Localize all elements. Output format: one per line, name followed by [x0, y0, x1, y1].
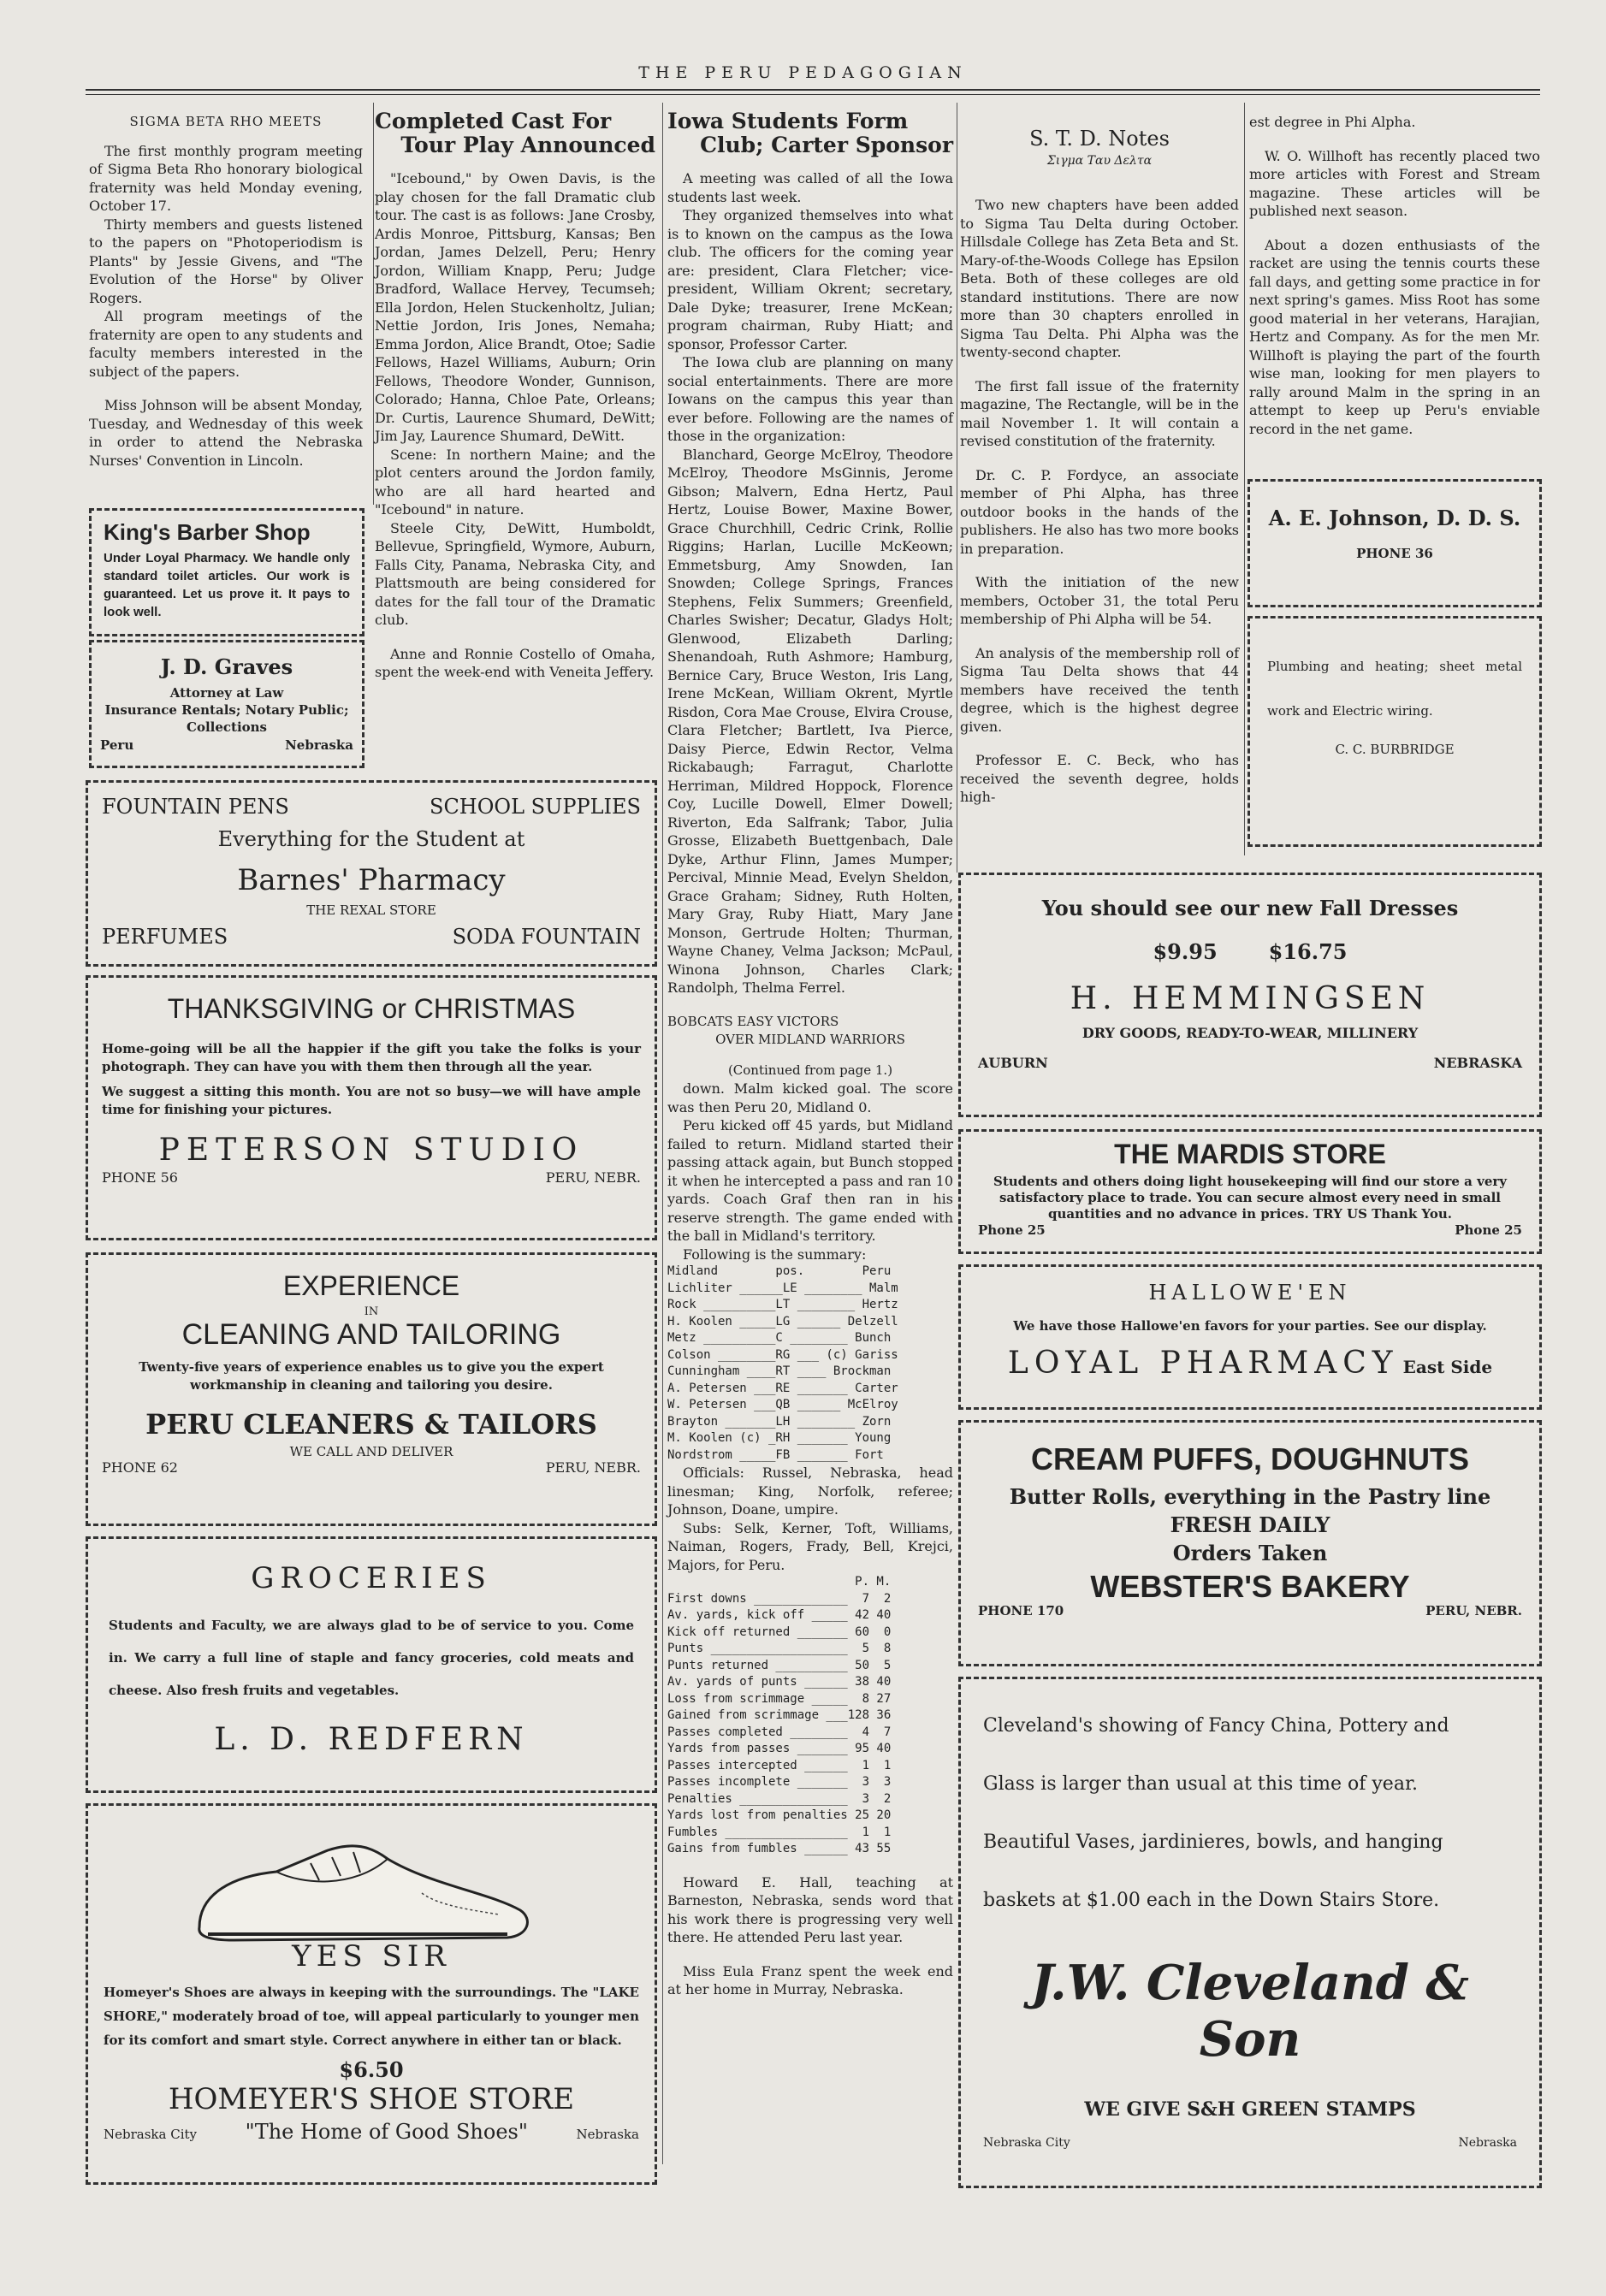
paragraph: down. Malm kicked goal. The score was then Peru 20, Midland 0. — [667, 1080, 953, 1115]
ad-peru-cleaners — [86, 1252, 657, 1526]
ad-loyal-pharmacy — [958, 1264, 1542, 1410]
ad-text: Students and Faculty, we are always glad to be of service to you. Come in. We carry a full line of staple and fancy groceries, cold meats and cheese. Also fresh fruits and vegetables. — [109, 1618, 634, 1698]
paragraph: W. O. Willhoft has recently placed two more articles with Forest and Stream magazine. These articles will be published next season. — [1249, 147, 1540, 219]
article-heading: Completed Cast For — [375, 109, 612, 133]
stats-row: Punts ___________________ 5 8 — [667, 1642, 892, 1655]
col-divider-1 — [373, 103, 374, 505]
ad-price: $16.75 — [1268, 939, 1348, 964]
ad-title-connector: IN — [364, 1305, 379, 1318]
ad-phone: PHONE 62 — [102, 1459, 178, 1476]
col-divider-4 — [1244, 103, 1245, 855]
ad-location: NEBRASKA — [1433, 1055, 1522, 1071]
ad-text-line: baskets at $1.00 each in the Down Stairs Store. — [983, 1890, 1440, 1911]
ad-text: Home-going will be all the happier if the gift you take the folks is your photograph. They can have you with them then through all the year. — [102, 1041, 641, 1074]
paragraph: Thirty members and guests listened to the papers on "Photoperiodism is Plants" by Jessie Givens, and "The Evolution of the Horse" by Oliver Rogers. — [89, 216, 363, 306]
lineup-row: Lichliter ______LE ________ Malm — [667, 1281, 898, 1295]
paragraph: Blanchard, George McElroy, Theodore McElroy, Theodore MsGinnis, Jerome Gibson; Malvern, Edna Hertz, Paul Hertz, Louise Bower, Maxine Bower, Grace Churchhill, Cedric Crink, Rollie Riggins; Harlan, Lucille McKeown; Emmetsburg, Amy Snowden, Ian Snowden; College Springs, Frances Stephens, Felix Summers; Greenfield, Charles Swisher; Decatur, Gladys Holt; Glenwood, Elizabeth Darling; Shenandoah, Ruth Ashmore; Hamburg, Bernice Cary, Bruce Weston, Iris Lang, Irene McKean, William Okrent, Myrtle Risdon, Cora Mae Crouse, Elvira Crouse, Clara Fletcher; Bartlett, Iva Pierce, Daisy Pierce, Edwin Rector, Velma Rickabaugh; Farragut, Charlotte Herriman, Mildred Hoppock, Florence Coy, Lucille Dowell, Elmer Dowell; Riverton, Eda Salfrank; Tabor, Julia Grosse, Elizabeth Buettgenbach, Dale Dyke, Arthur Flinn, James Mumper; Percival, Minnie Mead, Evelyn Sheldon, Grace Graham; Sidney, Ruth Holten, Mary Gray, Ruby Hiatt, Mary Jane Monson, Gertrude Holten; Thurman, Wayne Chaney, Velma Jackson; McPaul, Winona Johnson, Charles Clark; Randolph, Thelma Ferrel. — [667, 446, 953, 996]
ad-name: PERU CLEANERS & TAILORS — [145, 1408, 597, 1441]
stats-row: Kick off returned _______ 60 0 — [667, 1624, 892, 1639]
ad-jd-graves — [89, 640, 364, 768]
ad-title: J. D. Graves — [160, 654, 293, 679]
ad-title: Barnes' Pharmacy — [237, 863, 506, 897]
stats-row: Yards from passes _______ 95 40 — [667, 1742, 892, 1755]
ad-text: Twenty-five years of experience enables us to give you the expert workmanship in cleaning and tailoring you desire. — [139, 1359, 604, 1393]
cleveland-logo: J.W. Cleveland & Son — [1031, 1955, 1469, 2068]
ad-text-line: Glass is larger than usual at this time of year. — [983, 1773, 1419, 1795]
paragraph: Miss Eula Franz spent the week end at her home in Murray, Nebraska. — [667, 1962, 953, 1997]
ad-title: HALLOWE'EN — [1148, 1281, 1352, 1305]
top-rule — [86, 89, 1540, 91]
ad-line: FRESH DAILY — [1170, 1512, 1330, 1537]
ad-line: WE GIVE S&H GREEN STAMPS — [1084, 2098, 1416, 2121]
ad-location: Peru — [100, 737, 134, 753]
ad-phone: Phone 25 — [1455, 1222, 1522, 1238]
ad-corner-text: SODA FOUNTAIN — [452, 925, 641, 949]
paragraph: The first monthly program meeting of Sigma Beta Rho honorary biological fraternity was held Monday evening, October 17. — [89, 142, 363, 214]
paragraph: About a dozen enthusiasts of the racket are using the tennis courts these fall days, and getting some practice in for next spring's games. Miss Root has some good material in her veterans, Harajian, Hertz and Company. As for the men Mr. Willhoft is playing the part of the fourth wise man, looking for men players to rally around Malm in the spring in an attempt to keep up Peru's enviable record in the net game. — [1249, 236, 1540, 437]
ad-cc-burbridge — [1247, 616, 1542, 847]
lineup-row: Midland pos. Peru — [667, 1264, 892, 1278]
paragraph: Scene: In northern Maine; and the plot centers around the Jordon family, who are all hard hearted and "Icebound" in nature. — [375, 446, 655, 518]
ad-line: Attorney at Law — [169, 685, 284, 701]
paragraph: A meeting was called of all the Iowa students last week. — [667, 170, 953, 205]
stats-row: Gains from fumbles ______ 43 55 — [667, 1842, 892, 1855]
ad-text: Plumbing and heating; sheet metal work and Electric wiring. — [1267, 659, 1522, 719]
ad-location: Nebraska — [285, 737, 353, 753]
paragraph: An analysis of the membership roll of Sigma Tau Delta shows that 44 members have received the tenth degree, which is the highest degree given. — [960, 644, 1239, 735]
ad-name: HOMEYER'S SHOE STORE — [168, 2082, 575, 2116]
ad-title: King's Barber Shop — [104, 519, 311, 545]
paragraph: They organized themselves into what is to known on the campus as the Iowa club. The officers for the coming year are: president, Clara Fletcher; vice-president, William Okrent; secretary, Dale Dyke; treasurer, Irene McKean; program chairman, Ruby Hiatt; and sponsor, Professor Carter. — [667, 207, 953, 352]
ad-name: H. HEMMINGSEN — [1070, 981, 1431, 1016]
lineup-row: Rock __________LT ________ Hertz — [667, 1298, 898, 1311]
top-rule-thin — [86, 94, 1540, 95]
stats-row: Passes incomplete _______ 3 3 — [667, 1775, 892, 1789]
ad-slogan: "The Home of Good Shoes" — [245, 2120, 528, 2144]
stats-row: Av. yards of punts ______ 38 40 — [667, 1675, 892, 1689]
paragraph: "Icebound," by Owen Davis, is the play chosen for the fall Dramatic club tour. The cast is as follows: Jane Crosby, Ardis Monroe, Pittsburg, Kansas; Ben Jordan, James Delzell, Peru; Henry Jordon, William Knapp, Peru; Judge Bradford, Wallace Hervey, Tecumseh; Ella Jordon, Helen Stuckenholtz, Julian; Nettie Jordon, Iris Jones, Nemaha; Emma Jordon, Alice Brandt, Otoe; Sadie Fellows, Hazel Williams, Auburn; Orin Fellows, Theodore Wonder, Gunnison, Colorado; Hanna, Chloe Pate, Orleans; Dr. Curtis, Laurence Shumard, DeWitt; Jim Jay, Laurence Shumard, DeWitt. — [375, 170, 655, 444]
ad-ld-redfern — [86, 1536, 657, 1793]
article-heading: Tour Play Announced — [400, 133, 655, 157]
ad-line: Butter Rolls, everything in the Pastry line — [1009, 1484, 1491, 1509]
ad-location: Nebraska — [576, 2127, 639, 2142]
lineup-table — [667, 1263, 953, 1464]
stats-row: Yards lost from penalties 25 20 — [667, 1808, 892, 1822]
stats-row: Punts returned __________ 50 5 — [667, 1658, 892, 1672]
ad-phone: PHONE 56 — [102, 1169, 178, 1186]
lineup-row: M. Koolen (c) _RH _______ Young — [667, 1431, 892, 1445]
ad-websters-bakery — [958, 1420, 1542, 1666]
ad-title: EXPERIENCE — [282, 1270, 460, 1301]
paragraph: Subs: Selk, Kerner, Toft, Williams, Naiman, Rogers, Frady, Bell, Krejci, Majors, for Peru. — [667, 1519, 953, 1573]
ad-location: Nebraska — [1458, 2136, 1517, 2150]
article-subheading: Σιγμα Ταυ Δελτα — [1046, 153, 1153, 168]
ad-phone: PHONE 170 — [978, 1603, 1064, 1618]
paragraph: Miss Johnson will be absent Monday, Tuesday, and Wednesday of this week in order to attend the Nebraska Nurses' Convention in Lincoln. — [89, 397, 363, 469]
col-divider-2 — [662, 103, 663, 2164]
ad-location: AUBURN — [978, 1055, 1048, 1071]
paragraph: Dr. C. P. Fordyce, an associate member of Phi Alpha, has three outdoor books in the hands of the publishers. He also has two more books in preparation. — [960, 466, 1239, 557]
ad-sub: THE REXAL STORE — [306, 902, 436, 918]
ad-ae-johnson — [1247, 479, 1542, 607]
ad-title: CLEANING AND TAILORING — [181, 1318, 561, 1351]
article-heading: SIGMA BETA RHO MEETS — [129, 114, 323, 129]
ad-name: WEBSTER'S BAKERY — [1090, 1569, 1410, 1604]
ad-text-line: Cleveland's showing of Fancy China, Pottery and — [983, 1715, 1449, 1737]
ad-homeyers-shoe-store — [86, 1803, 657, 2185]
article-std-notes — [960, 127, 1239, 807]
ad-title: GROCERIES — [251, 1561, 492, 1595]
paragraph: Howard E. Hall, teaching at Barneston, Nebraska, sends word that his work there is progressing very well there. He attended Peru last year. — [667, 1873, 953, 1945]
ad-kings-barber-shop — [89, 508, 364, 636]
ad-name: C. C. BURBRIDGE — [1335, 742, 1455, 757]
ad-text: Students and others doing light housekeeping will find our store a very satisfactory place to trade. You can secure almost every need in small quantities and no advance in prices. TRY US Thank You. — [993, 1174, 1507, 1222]
ad-text-line: Beautiful Vases, jardinieres, bowls, and hanging — [983, 1831, 1443, 1853]
ad-location: East Side — [1402, 1357, 1493, 1377]
ad-h-hemmingsen — [958, 873, 1542, 1117]
stats-row: Av. yards, kick off _____ 42 40 — [667, 1608, 892, 1622]
continued-note: (Continued from page 1.) — [727, 1062, 893, 1078]
ad-title: A. E. Johnson, D. D. S. — [1268, 506, 1521, 530]
lineup-row: Metz __________C ________ Bunch — [667, 1331, 892, 1345]
ad-title: CREAM PUFFS, DOUGHNUTS — [1031, 1441, 1469, 1476]
masthead: THE PERU PEDAGOGIAN — [638, 63, 968, 82]
ad-title: THANKSGIVING or CHRISTMAS — [167, 993, 576, 1024]
lineup-row: H. Koolen _____LG ______ Delzell — [667, 1314, 898, 1328]
paragraph: The first fall issue of the fraternity magazine, The Rectangle, will be in the mail November 1. It will contain a revised constitution of the fraternity. — [960, 377, 1239, 449]
ad-line: Insurance Rentals; Notary Public; Collections — [104, 702, 349, 735]
stats-row: Passes intercepted ______ 1 1 — [667, 1758, 892, 1772]
article-phi-alpha-continued — [1249, 113, 1540, 438]
paragraph: Officials: Russel, Nebraska, head linesman; King, Norfolk, referee; Johnson, Doane, umpire. — [667, 1465, 953, 1518]
ad-sub: DRY GOODS, READY-TO-WEAR, MILLINERY — [1082, 1025, 1419, 1041]
ad-phone: PHONE 36 — [1356, 546, 1433, 561]
ad-text: Homeyer's Shoes are always in keeping with the surroundings. The "LAKE SHORE," moderately broad of toe, will appeal particularly to younger men for its comfort and smart style. Correct anywhere in either tan or black. — [104, 1985, 639, 2048]
ad-name: THE MARDIS STORE — [1114, 1139, 1386, 1169]
ad-title: YES SIR — [292, 1939, 451, 1973]
article-iowa-students — [667, 109, 953, 1999]
paragraph: With the initiation of the new members, October 31, the total Peru membership of Phi Alpha will be 54. — [960, 574, 1239, 627]
paragraph: Peru kicked off 45 yards, but Midland failed to return. Midland started their passing attack again, but Bunch stopped it when he intercepted a pass and ran 10 yards. Coach Graf then ran in his reserve strength. The game ended with the ball in Midland's territory. — [667, 1117, 953, 1244]
ad-location: PERU, NEBR. — [545, 1169, 641, 1186]
lineup-row: Cunningham ____RT ____ Brockman — [667, 1364, 892, 1378]
ad-name: PETERSON STUDIO — [158, 1133, 584, 1168]
ad-location: Nebraska City — [983, 2136, 1070, 2150]
lineup-row: Nordstrom _____FB _______ Fort — [667, 1447, 884, 1462]
article-heading: OVER MIDLAND WARRIORS — [715, 1032, 905, 1047]
ad-jw-cleveland — [958, 1677, 1542, 2188]
paragraph: The Iowa club are planning on many social entertainments. There are more Iowans on the campus this year than ever before. Following are the names of those in the organization: — [667, 354, 953, 444]
stats-row: Fumbles _________________ 1 1 — [667, 1825, 892, 1839]
paragraph: Anne and Ronnie Costello of Omaha, spent the week-end with Veneita Jeffery. — [375, 645, 655, 680]
ad-corner-text: SCHOOL SUPPLIES — [430, 795, 641, 819]
stats-header: P. M. — [667, 1575, 892, 1589]
ad-line: Orders Taken — [1172, 1541, 1328, 1565]
ad-text: Under Loyal Pharmacy. We handle only standard toilet articles. Our work is guaranteed. Let us prove it. It pays to look well. — [104, 551, 350, 619]
ad-location: PERU, NEBR. — [545, 1459, 641, 1476]
ad-sub: WE CALL AND DELIVER — [289, 1444, 453, 1459]
paragraph: est degree in Phi Alpha. — [1249, 114, 1416, 130]
ad-name: LOYAL PHARMACY — [1007, 1346, 1399, 1381]
ad-name: L. D. REDFERN — [214, 1722, 529, 1757]
ad-line: You should see our new Fall Dresses — [1041, 896, 1459, 920]
ad-text: We have those Hallowe'en favors for your parties. See our display. — [1013, 1318, 1487, 1334]
article-completed-cast — [375, 109, 655, 682]
lineup-row: W. Petersen ___QB ______ McElroy — [667, 1398, 898, 1411]
paragraph: Two new chapters have been added to Sigma Tau Delta during October. Hillsdale College has Zeta Beta and St. Mary-of-the-Woods College has Epsilon Beta. Both of these colleges are old standard institutions. There are now more than 30 chapters enrolled in Sigma Tau Delta. Phi Alpha was the twenty-second chapter. — [960, 197, 1239, 360]
lineup-row: Colson ________RG ___ (c) Gariss — [667, 1347, 898, 1362]
ad-location: PERU, NEBR. — [1425, 1603, 1522, 1618]
stats-table — [667, 1591, 953, 1858]
article-heading: BOBCATS EASY VICTORS — [667, 1013, 839, 1029]
article-sigma-beta-rho — [89, 113, 363, 470]
ad-barnes-pharmacy — [86, 780, 657, 967]
paragraph: Steele City, DeWitt, Humboldt, Bellevue, Springfield, Wymore, Auburn, Falls City, Panama, Nebraska City, and Plattsmouth are being considered for dates for the fall tour of the Dramatic club. — [375, 519, 655, 628]
article-heading: S. T. D. Notes — [1029, 127, 1170, 151]
ad-corner-text: FOUNTAIN PENS — [102, 795, 289, 819]
stats-row: Loss from scrimmage _____ 8 27 — [667, 1691, 892, 1706]
stats-row: Passes completed ________ 4 7 — [667, 1725, 892, 1739]
stats-row: First downs _____________ 7 2 — [667, 1591, 892, 1606]
lineup-row: A. Petersen ___RE _______ Carter — [667, 1381, 898, 1395]
ad-corner-text: PERFUMES — [102, 925, 228, 949]
ad-mardis-store — [958, 1129, 1542, 1254]
lineup-row: Brayton _______LH ________ Zorn — [667, 1414, 892, 1429]
ad-location: Nebraska City — [104, 2127, 197, 2142]
stats-row: Gained from scrimmage ___128 36 — [667, 1708, 892, 1722]
paragraph: All program meetings of the fraternity are open to any students and faculty members interested in the subject of the papers. — [89, 308, 363, 380]
ad-price: $6.50 — [339, 2057, 404, 2082]
ad-peterson-studio — [86, 975, 657, 1240]
article-heading: Iowa Students Form — [667, 109, 909, 133]
paragraph: Following is the summary: — [683, 1246, 867, 1263]
paragraph: Professor E. C. Beck, who has received the seventh degree, holds high- — [960, 752, 1239, 805]
ad-text: We suggest a sitting this month. You are not so busy—we will have ample time for finishing your pictures. — [102, 1084, 641, 1117]
ad-price: $9.95 — [1153, 939, 1218, 964]
stats-row: Penalties _______________ 3 2 — [667, 1791, 892, 1806]
article-heading: Club; Carter Sponsor — [700, 133, 953, 157]
ad-line: Everything for the Student at — [217, 827, 525, 851]
ad-phone: Phone 25 — [978, 1222, 1046, 1238]
